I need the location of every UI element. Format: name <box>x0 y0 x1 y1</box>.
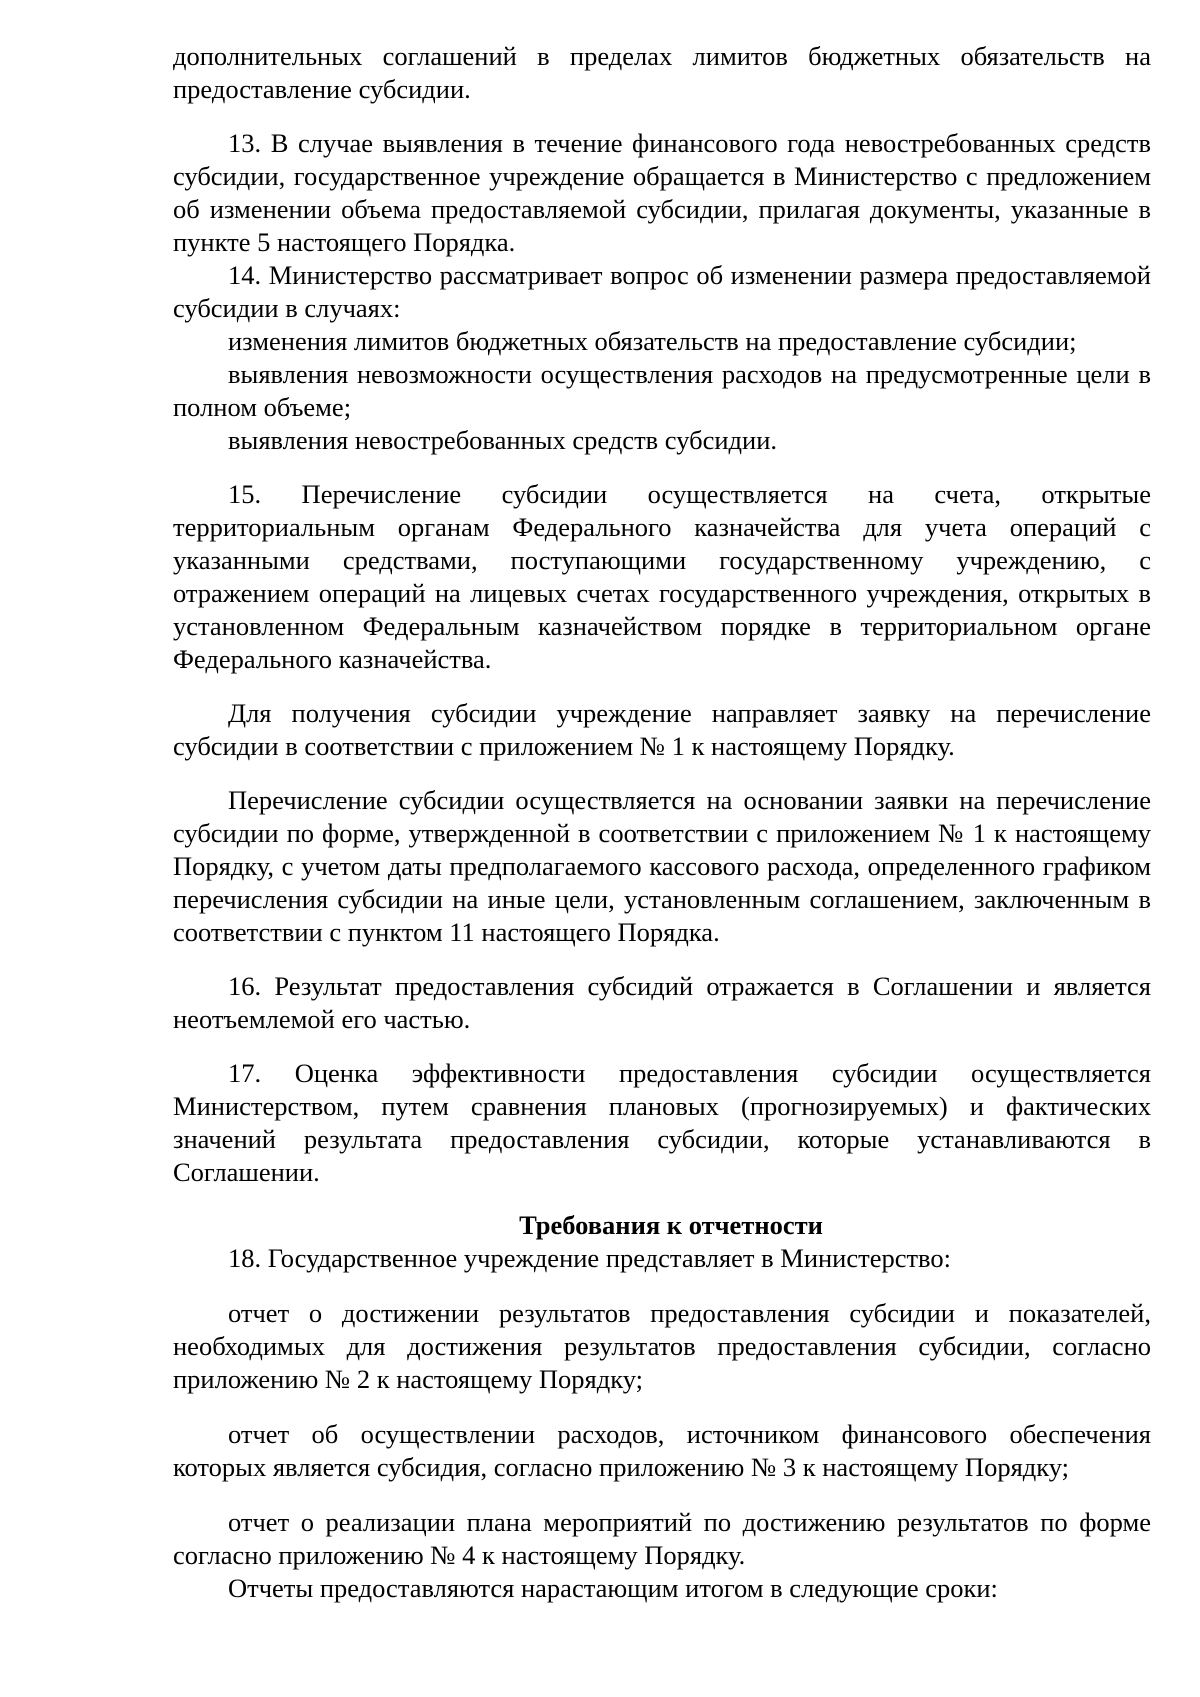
paragraph-17: 17. Оценка эффективности предоставления субсидии осуществляется Министерством, путем сравнения плановых (прогнозируемых) и фактических значений результата предоставления субсидии, которые устанавливаются в Соглашении. <box>173 1058 1151 1187</box>
paragraph-14-item-2: выявления невозможности осуществления расходов на предусмотренные цели в полном объеме; <box>173 359 1151 422</box>
document-page <box>173 40 1151 1605</box>
paragraph-16: 16. Результат предоставления субсидий отражается в Соглашении и является неотъемлемой его частью. <box>173 971 1151 1034</box>
paragraph-18-deadlines: Отчеты предоставляются нарастающим итогом в следующие сроки: <box>228 1573 998 1603</box>
paragraph-continuation: дополнительных соглашений в пределах лимитов бюджетных обязательств на предоставление субсидии. <box>173 41 1151 104</box>
paragraph-18: 18. Государственное учреждение представляет в Министерство: <box>228 1243 952 1273</box>
paragraph-14: 14. Министерство рассматривает вопрос об изменении размера предоставляемой субсидии в случаях: <box>173 260 1151 323</box>
paragraph-18-report-3: отчет о реализации плана мероприятий по достижению результатов по форме согласно приложению № 4 к настоящему Порядку. <box>173 1507 1151 1570</box>
paragraph-18-report-2: отчет об осуществлении расходов, источником финансового обеспечения которых является субсидия, согласно приложению № 3 к настоящему Порядку; <box>173 1419 1151 1482</box>
section-heading: Требования к отчетности <box>519 1210 823 1240</box>
paragraph-14-item-3: выявления невостребованных средств субсидии. <box>228 425 777 455</box>
paragraph-15-request: Для получения субсидии учреждение направляет заявку на перечисление субсидии в соответствии с приложением № 1 к настоящему Порядку. <box>173 698 1151 761</box>
paragraph-18-report-1: отчет о достижении результатов предоставления субсидии и показателей, необходимых для достижения результатов предоставления субсидии, согласно приложению № 2 к настоящему Порядку; <box>173 1298 1151 1394</box>
paragraph-15: 15. Перечисление субсидии осуществляется на счета, открытые территориальным органам Федерального казначейства для учета операций с указанными средствами, поступающими государственному учреждению, с отражением операций на лицевых счетах государственного учреждения, открытых в установленном Федеральным казначейством порядке в территориальном органе Федерального казначейства. <box>173 479 1151 674</box>
paragraph-14-item-1: изменения лимитов бюджетных обязательств на предоставление субсидии; <box>228 326 1077 356</box>
paragraph-13: 13. В случае выявления в течение финансового года невостребованных средств субсидии, государственное учреждение обращается в Министерство с предложением об изменении объема предоставляемой субсидии, прилагая документы, указанные в пункте 5 настоящего Порядка. <box>173 128 1151 257</box>
paragraph-15-transfer: Перечисление субсидии осуществляется на основании заявки на перечисление субсидии по форме, утвержденной в соответствии с приложением № 1 к настоящему Порядку, с учетом даты предполагаемого кассового расхода, определенного графиком перечисления субсидии на иные цели, установленным соглашением, заключенным в соответствии с пунктом 11 настоящего Порядка. <box>173 785 1151 947</box>
